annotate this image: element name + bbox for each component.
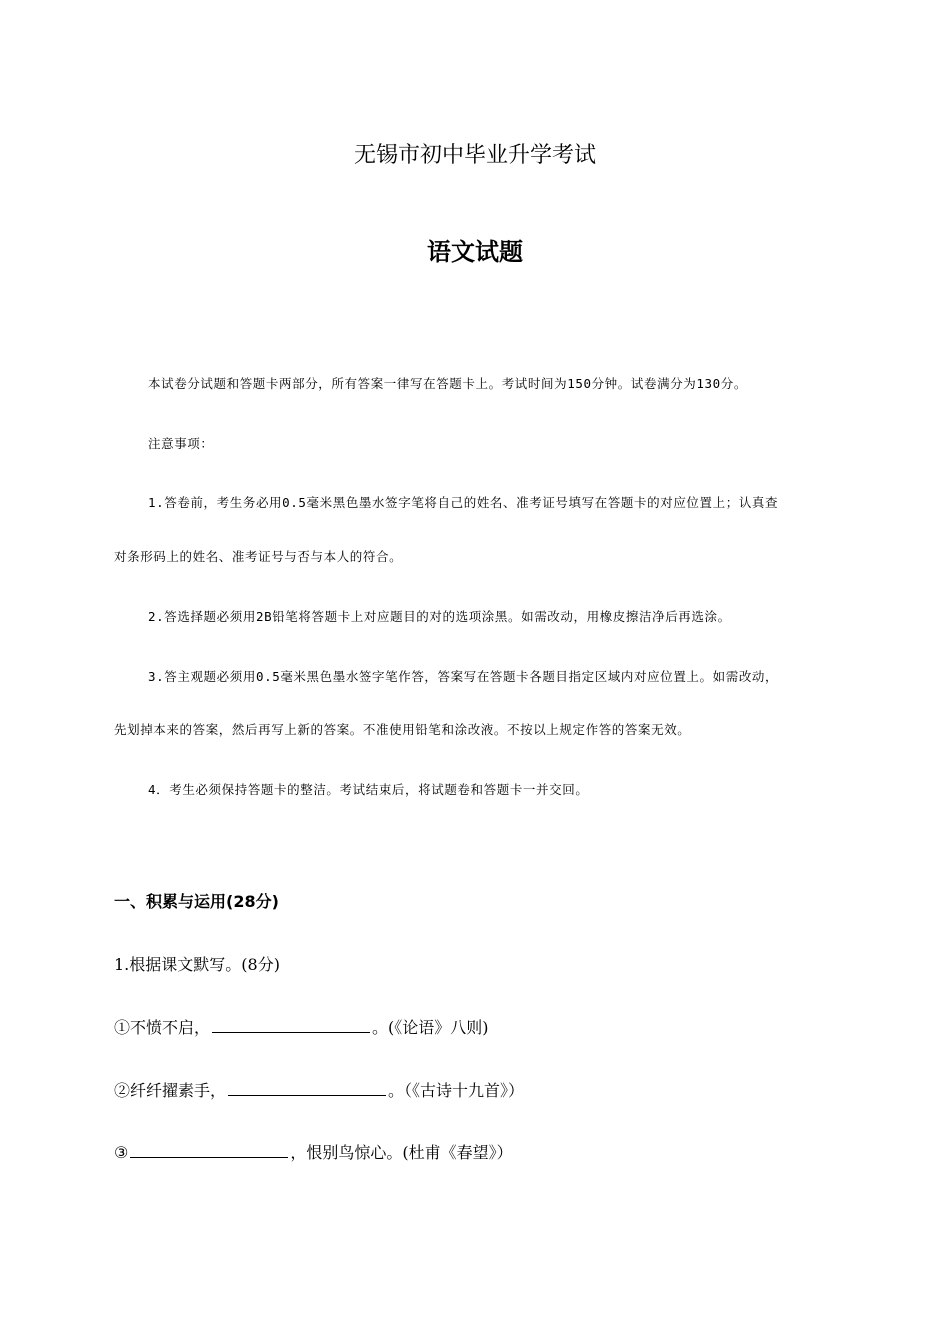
instructions-intro: 本试卷分试题和答题卡两部分，所有答案一律写在答题卡上。考试时间为150分钟。试卷满分为130分。 [148, 376, 747, 391]
exam-title: 无锡市初中毕业升学考试 [353, 143, 596, 168]
note-2: 2.答选择题必须用2B铅笔将答题卡上对应题目的对的选项涂黑。如需改动，用橡皮擦洁净后再选涂。 [148, 609, 731, 624]
note-4: 4．考生必须保持答题卡的整洁。考试结束后，将试题卷和答题卡一并交回。 [148, 782, 589, 797]
question-1-3-suffix: ，恨别鸟惊心。(杜甫《春望》） [290, 1143, 513, 1162]
question-1: 1.根据课文默写。(8分) [114, 955, 280, 974]
question-1-1-suffix: 。(《论语》八则) [372, 1018, 489, 1037]
question-1-3 [114, 1140, 513, 1163]
exam-subtitle: 语文试题 [427, 237, 523, 266]
question-1-2 [114, 1078, 524, 1101]
answer-blank-2[interactable] [228, 1081, 386, 1096]
note-3-line-1: 3.答主观题必须用0.5毫米黑色墨水签字笔作答，答案写在答题卡各题目指定区域内对应位置上。如需改动， [148, 669, 779, 684]
notes-label: 注意事项： [148, 436, 214, 451]
note-1-line-1: 1.答卷前，考生务必用0.5毫米黑色墨水签字笔将自己的姓名、准考证号填写在答题卡的对应位置上；认真查 [148, 495, 779, 510]
question-1-1 [114, 1015, 489, 1038]
question-1-1-prefix: ①不愤不启， [114, 1018, 211, 1037]
question-1-3-prefix: ③ [114, 1143, 129, 1162]
question-1-2-suffix: 。（《古诗十九首》） [388, 1081, 525, 1100]
note-1-line-2: 对条形码上的姓名、准考证号与否与本人的符合。 [114, 549, 403, 564]
answer-blank-1[interactable] [212, 1018, 370, 1033]
answer-blank-3[interactable] [130, 1143, 288, 1158]
note-3-line-2: 先划掉本来的答案，然后再写上新的答案。不准使用铅笔和涂改液。不按以上规定作答的答案无效。 [114, 722, 691, 737]
question-1-2-prefix: ②纤纤擢素手， [114, 1081, 227, 1100]
section-1-heading: 一、积累与运用(28分) [114, 892, 279, 911]
